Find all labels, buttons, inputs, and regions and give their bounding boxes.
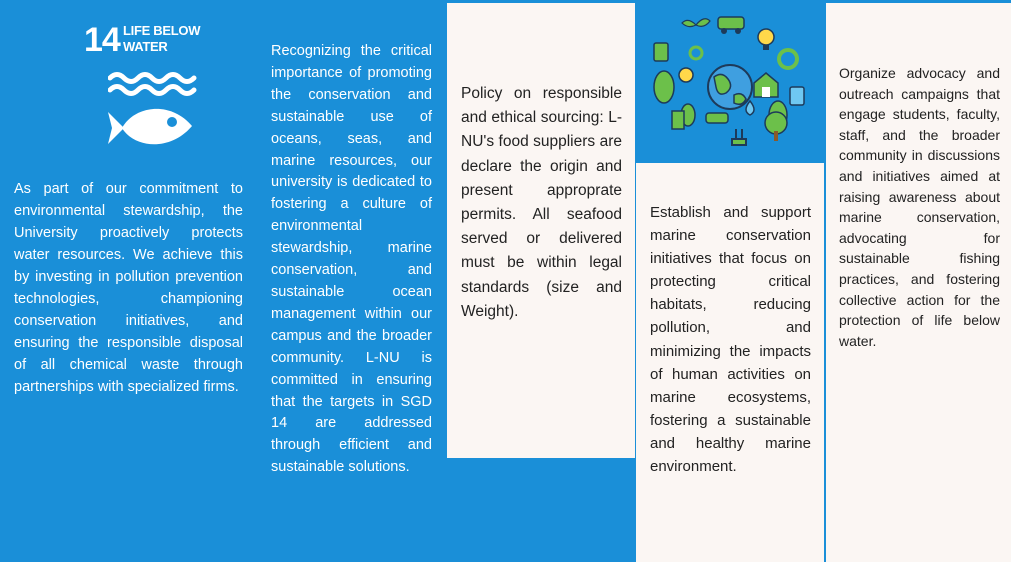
intro-text: As part of our commitment to environmental stewardship, the University proactively protects water resources. We achieve this by investing in pollution prevention technologies, championing conservation initiatives, and ensuring the responsible disposal of all chemical waste through partnerships with specialized firms. bbox=[14, 181, 243, 395]
marine-conservation-panel bbox=[636, 163, 824, 562]
sdg-14-badge bbox=[84, 20, 204, 150]
sourcing-policy-panel bbox=[447, 3, 635, 458]
fish-waves-icon bbox=[108, 70, 198, 166]
advocacy-text: Organize advocacy and outreach campaigns that engage students, faculty, staff, and the broader community in discussions and initiatives aimed at raising awareness about marine conservation, advocating for sustainable fishing practices, and fostering collective action for the protection of life below water. bbox=[839, 65, 1000, 349]
sdg-title-line2: WATER bbox=[123, 39, 168, 54]
sourcing-policy-text: Policy on responsible and ethical sourcing: L-NU's food suppliers are declare the origin and present approprate permits. All seafood served or delivered must be within legal standards (size and Weight). bbox=[461, 85, 622, 320]
sustainability-icons-illustration bbox=[636, 3, 824, 163]
advocacy-panel bbox=[826, 3, 1011, 562]
column2-text: Recognizing the critical importance of promoting the conservation and sustainable use of oceans, seas, and marine resources, our university is dedicated to fostering a culture of environmental stewardship, marine conservation, and sustainable ocean management within our campus and the broader community. L-NU is committed in ensuring that the targets in SGD 14 are addressed through efficient and sustainable solutions. bbox=[271, 43, 432, 476]
sdg-number: 14 bbox=[84, 21, 120, 59]
marine-conservation-text: Establish and support marine conservation initiatives that focus on protecting critical habitats, reducing pollution, and minimizing the impacts of human activities on marine ecosystems, fostering a sustainable and healthy marine environment. bbox=[650, 204, 811, 476]
sdg-title-line1: LIFE BELOW bbox=[123, 23, 201, 38]
sdg-title bbox=[123, 23, 200, 55]
